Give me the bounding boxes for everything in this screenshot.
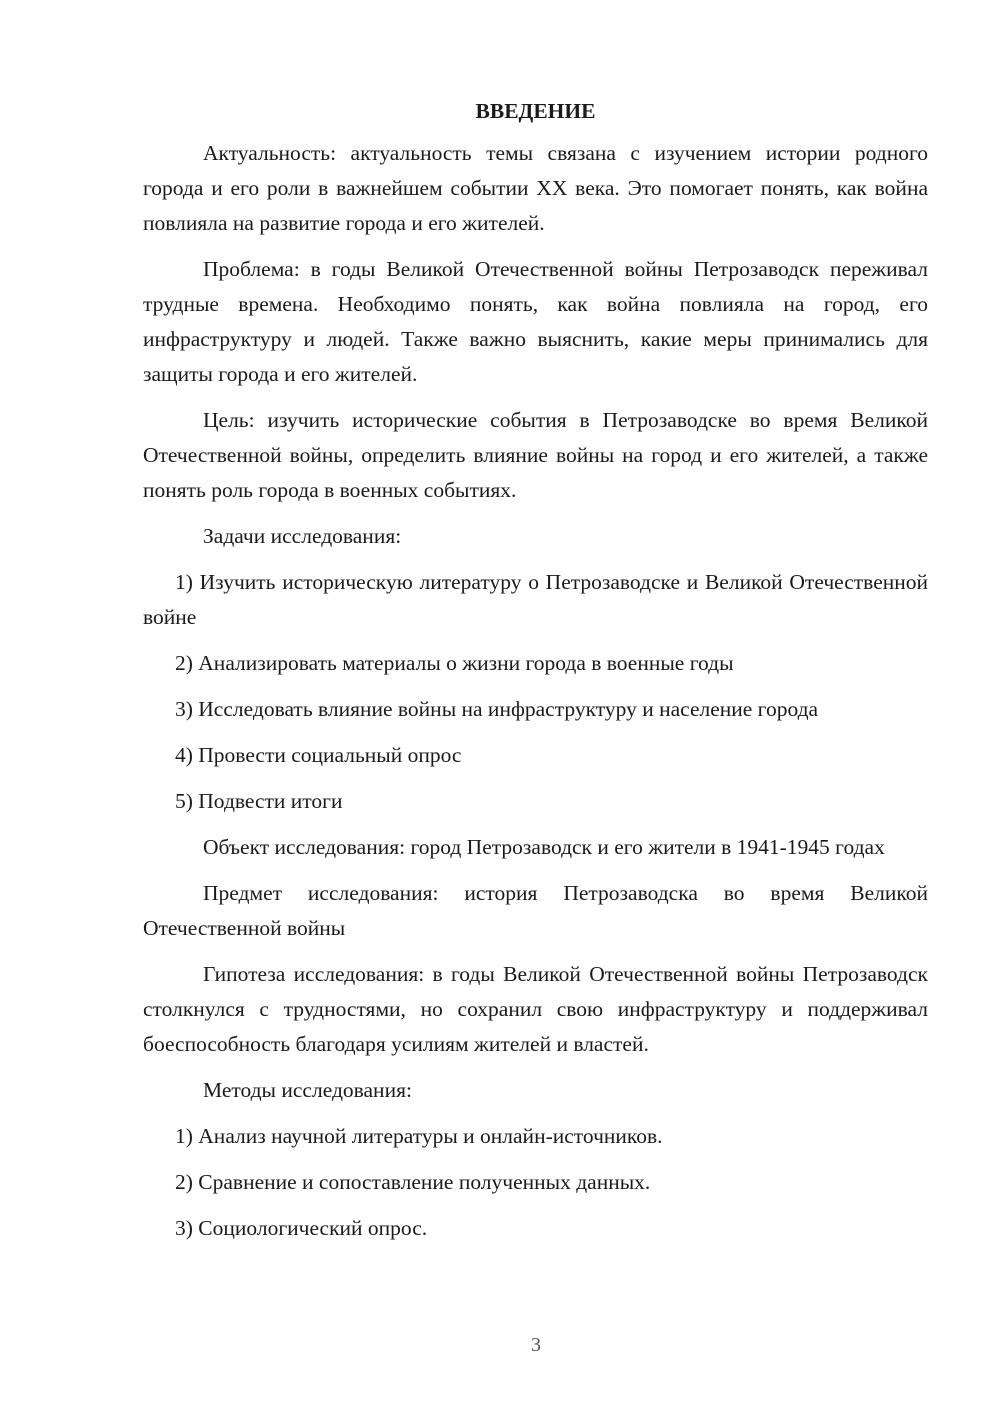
method-item-1: 1) Анализ научной литературы и онлайн-источников. [175, 1124, 663, 1148]
subject-paragraph: Предмет исследования: история Петрозаводска во время Великой Отечественной войны [143, 881, 928, 940]
object-paragraph: Объект исследования: город Петрозаводск и его жители в 1941-1945 годах [203, 835, 885, 859]
tasks-heading: Задачи исследования: [203, 524, 402, 548]
method-item-3: 3) Социологический опрос. [175, 1216, 428, 1240]
hypothesis-paragraph: Гипотеза исследования: в годы Великой Отечественной войны Петрозаводск столкнулся с трудностями, но сохранил свою инфраструктуру и поддерживал боеспособность благодаря усилиям жителей и властей. [143, 962, 928, 1056]
method-item-2: 2) Сравнение и сопоставление полученных данных. [175, 1170, 651, 1194]
task-item-4: 4) Провести социальный опрос [175, 743, 462, 767]
section-title: ВВЕДЕНИЕ [475, 99, 596, 123]
task-item-5: 5) Подвести итоги [175, 789, 343, 813]
task-item-3: 3) Исследовать влияние войны на инфраструктуру и население города [175, 697, 819, 721]
methods-heading: Методы исследования: [203, 1078, 412, 1102]
page-number: 3 [531, 1334, 541, 1356]
document-page [143, 96, 928, 1257]
task-item-2: 2) Анализировать материалы о жизни города в военные годы [175, 651, 734, 675]
goal-paragraph: Цель: изучить исторические события в Петрозаводске во время Великой Отечественной войны, определить влияние войны на город и его жителей, а также понять роль города в военных событиях. [143, 408, 928, 502]
relevance-paragraph: Актуальность: актуальность темы связана с изучением истории родного города и его роли в важнейшем событии XX века. Это помогает понять, как война повлияла на развитие города и его жителей. [143, 141, 928, 235]
problem-paragraph: Проблема: в годы Великой Отечественной войны Петрозаводск переживал трудные времена. Необходимо понять, как война повлияла на город, его инфраструктуру и людей. Также важно выяснить, какие меры принимались для защиты города и его жителей. [143, 257, 928, 386]
task-item-1: 1) Изучить историческую литературу о Петрозаводске и Великой Отечественной войне [143, 570, 928, 629]
